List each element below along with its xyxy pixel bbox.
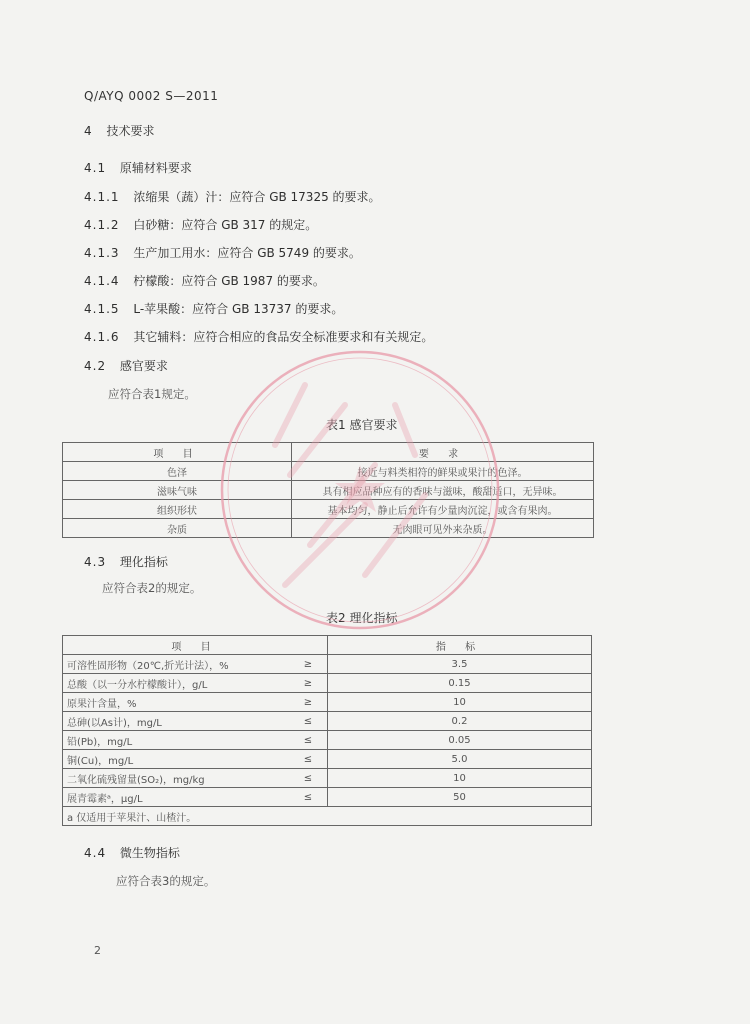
section-4-2-paragraph: 应符合表1规定。 xyxy=(108,387,196,401)
operator-cell: ≥ xyxy=(289,674,328,693)
table-1-caption: 表1 感官要求 xyxy=(326,418,398,432)
operator-cell: ≤ xyxy=(289,788,328,807)
item-cell: 原果汁含量，% xyxy=(63,693,290,712)
clause-4-1-5 xyxy=(84,300,343,317)
value-cell: 0.2 xyxy=(328,712,592,731)
value-cell: 5.0 xyxy=(328,750,592,769)
item-cell: 铅(Pb)，mg/L xyxy=(63,731,290,750)
clause-text: 浓缩果（蔬）汁：应符合 GB 17325 的要求。 xyxy=(133,190,381,204)
clause-4-1-6 xyxy=(84,328,433,345)
clause-4-1-1 xyxy=(84,188,381,205)
section-title: 感官要求 xyxy=(119,359,168,373)
item-cell: 展青霉素ᵃ，μg/L xyxy=(63,788,290,807)
table-header-row xyxy=(63,443,594,462)
table-2-caption: 表2 理化指标 xyxy=(326,611,398,625)
requirement-cell: 接近与料类相符的鲜果或果汁的色泽。 xyxy=(292,462,594,481)
clause-number: 4.1.4 xyxy=(84,274,120,288)
item-cell: 总酸（以一分水柠檬酸计），g/L xyxy=(63,674,290,693)
section-4-3-paragraph: 应符合表2的规定。 xyxy=(102,581,202,595)
clause-number: 4.1.6 xyxy=(84,330,120,344)
table-row xyxy=(63,481,594,500)
section-title: 技术要求 xyxy=(106,124,155,138)
clause-text: 柠檬酸：应符合 GB 1987 的要求。 xyxy=(133,274,325,288)
standard-code: Q/AYQ 0002 S—2011 xyxy=(84,89,219,103)
value-cell: 3.5 xyxy=(328,655,592,674)
physicochemical-table xyxy=(62,635,592,826)
header-item: 项 目 xyxy=(63,636,328,655)
operator-cell: ≤ xyxy=(289,712,328,731)
table-row xyxy=(63,693,592,712)
clause-4-1-2 xyxy=(84,216,317,233)
table-row xyxy=(63,674,592,693)
requirement-cell: 无肉眼可见外来杂质。 xyxy=(292,519,594,538)
value-cell: 0.15 xyxy=(328,674,592,693)
header-index: 指 标 xyxy=(328,636,592,655)
table-header-row xyxy=(63,636,592,655)
item-cell: 二氧化硫残留量(SO₂)，mg/kg xyxy=(63,769,290,788)
item-cell: 可溶性固形物（20℃,折光计法），% xyxy=(63,655,290,674)
section-title: 原辅材料要求 xyxy=(119,161,192,175)
table-note-row xyxy=(63,807,592,826)
value-cell: 10 xyxy=(328,693,592,712)
value-cell: 0.05 xyxy=(328,731,592,750)
operator-cell: ≤ xyxy=(289,750,328,769)
requirement-cell: 基本均匀，静止后允许有少量肉沉淀，或含有果肉。 xyxy=(292,500,594,519)
section-title: 微生物指标 xyxy=(119,846,180,860)
clause-4-1-3 xyxy=(84,244,361,261)
table-row xyxy=(63,462,594,481)
clause-number: 4.1.1 xyxy=(84,190,120,204)
item-cell: 滋味气味 xyxy=(63,481,292,500)
sensory-table xyxy=(62,442,594,538)
value-cell: 10 xyxy=(328,769,592,788)
section-number: 4.4 xyxy=(84,846,107,860)
section-4-3-heading xyxy=(84,553,168,570)
item-cell: 总砷(以As计)，mg/L xyxy=(63,712,290,731)
section-4-1-heading xyxy=(84,159,192,176)
table-row xyxy=(63,750,592,769)
header-item: 项 目 xyxy=(63,443,292,462)
section-number: 4.3 xyxy=(84,555,107,569)
operator-cell: ≤ xyxy=(289,769,328,788)
section-4-2-heading xyxy=(84,357,168,374)
operator-cell: ≤ xyxy=(289,731,328,750)
section-number: 4.2 xyxy=(84,359,107,373)
table-row xyxy=(63,769,592,788)
item-cell: 铜(Cu)，mg/L xyxy=(63,750,290,769)
item-cell: 组织形状 xyxy=(63,500,292,519)
clause-text: 白砂糖：应符合 GB 317 的规定。 xyxy=(133,218,318,232)
table-row xyxy=(63,500,594,519)
operator-cell: ≥ xyxy=(289,655,328,674)
clause-number: 4.1.2 xyxy=(84,218,120,232)
table-row xyxy=(63,712,592,731)
table-row xyxy=(63,655,592,674)
clause-4-1-4 xyxy=(84,272,325,289)
operator-cell: ≥ xyxy=(289,693,328,712)
clause-text: L-苹果酸：应符合 GB 13737 的要求。 xyxy=(133,302,344,316)
item-cell: 色泽 xyxy=(63,462,292,481)
page-number: 2 xyxy=(94,944,101,957)
section-number: 4 xyxy=(84,124,93,138)
section-number: 4.1 xyxy=(84,161,107,175)
table-footnote: a 仅适用于苹果汁、山楂汁。 xyxy=(63,807,592,826)
value-cell: 50 xyxy=(328,788,592,807)
clause-number: 4.1.5 xyxy=(84,302,120,316)
table-row xyxy=(63,788,592,807)
clause-number: 4.1.3 xyxy=(84,246,120,260)
section-4-4-paragraph: 应符合表3的规定。 xyxy=(116,874,216,888)
table-row xyxy=(63,731,592,750)
section-title: 理化指标 xyxy=(119,555,168,569)
requirement-cell: 具有相应品种应有的香味与滋味，酸甜适口，无异味。 xyxy=(292,481,594,500)
section-4-4-heading xyxy=(84,844,180,861)
table-row xyxy=(63,519,594,538)
clause-text: 生产加工用水：应符合 GB 5749 的要求。 xyxy=(133,246,361,260)
header-requirement: 要 求 xyxy=(292,443,594,462)
clause-text: 其它辅料：应符合相应的食品安全标准要求和有关规定。 xyxy=(133,330,434,344)
section-4-heading xyxy=(84,122,154,139)
item-cell: 杂质 xyxy=(63,519,292,538)
